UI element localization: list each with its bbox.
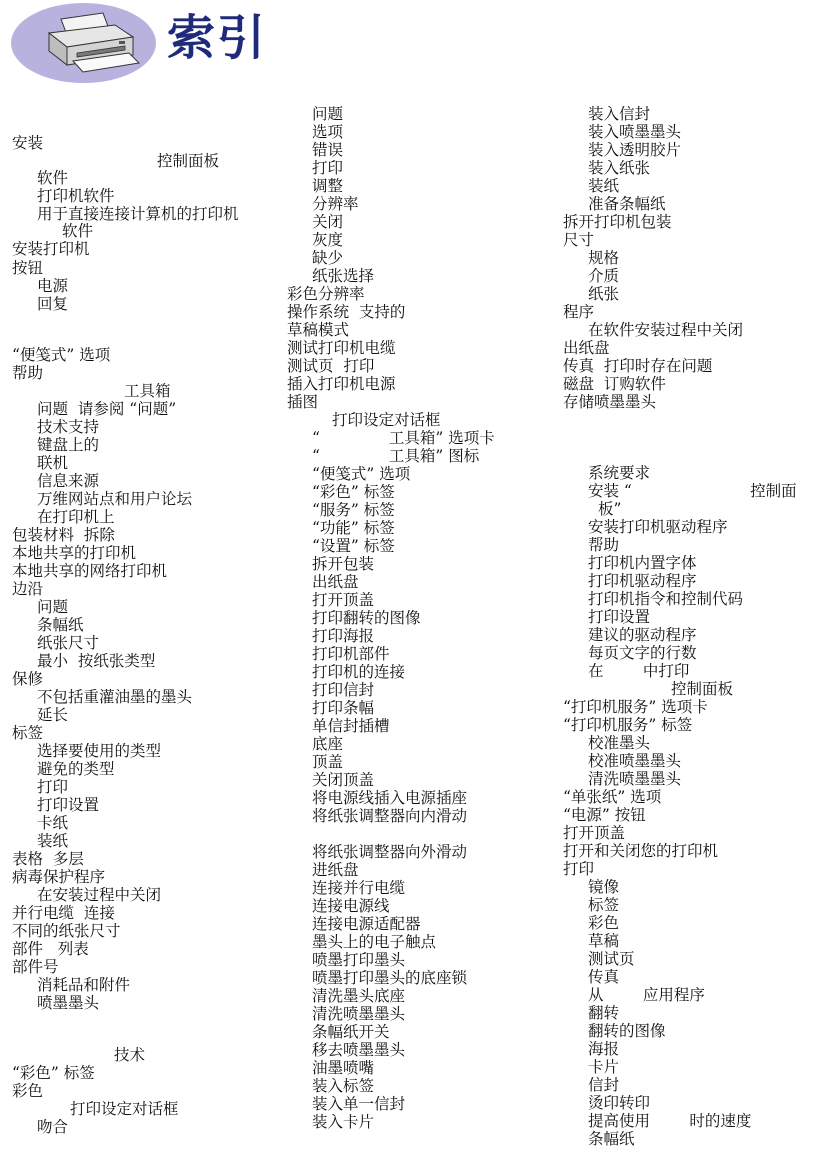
index-subentry: 选择要使用的类型 [37, 742, 162, 760]
index-subentry: 打印设置 [588, 608, 651, 626]
index-subentry: 进纸盘 [312, 861, 359, 879]
index-entry: 本地共享的打印机 [12, 544, 137, 562]
index-subentry: 联机 [37, 454, 69, 472]
index-entry: 标签 [12, 724, 44, 742]
index-subentry: 分辨率 [312, 195, 359, 213]
index-subentry: 技术支持 [37, 418, 100, 436]
index-subentry: 消耗品和附件 [37, 976, 131, 994]
index-subentry: 打印设定对话框 [70, 1100, 179, 1118]
index-subentry: 测试页 [588, 950, 635, 968]
index-entry: 不同的纸张尺寸 [12, 922, 121, 940]
index-entry: 打开顶盖 [563, 824, 626, 842]
index-subentry: 校准墨头 [588, 734, 651, 752]
index-subentry: “彩色” 标签 [312, 483, 395, 501]
index-entry: “彩色” 标签 [12, 1064, 95, 1082]
index-entry: “单张纸” 选项 [563, 788, 662, 806]
index-entry: 打开和关闭您的打印机 [563, 842, 719, 860]
index-entry: 安装 [12, 134, 44, 152]
index-subentry: 不包括重灌油墨的墨头 [37, 688, 193, 706]
index-entry: 彩色分辨率 [287, 285, 365, 303]
index-subentry: 回复 [37, 295, 69, 313]
index-subentry: 安装 “ 控制面 [588, 482, 797, 500]
index-subentry: 彩色 [588, 914, 620, 932]
index-entry: 边沿 [12, 580, 44, 598]
index-subentry: “服务” 标签 [312, 501, 395, 519]
index-subentry: 将电源线插入电源插座 [312, 789, 468, 807]
index-subentry: 软件 [62, 222, 94, 240]
index-entry: 本地共享的网络打印机 [12, 562, 168, 580]
index-entry: 部件号 [12, 958, 59, 976]
index-entry: 彩色 [12, 1082, 44, 1100]
index-subentry: 在 中打印 [588, 662, 690, 680]
index-entry: 帮助 [12, 364, 44, 382]
index-subentry: 将纸张调整器向外滑动 [312, 843, 468, 861]
index-subentry: 拆开包装 [312, 555, 375, 573]
index-entry: 尺寸 [563, 231, 595, 249]
index-subentry: 镜像 [588, 878, 620, 896]
printer-logo [11, 3, 156, 83]
index-subentry: 连接电源适配器 [312, 915, 421, 933]
index-subentry: “设置” 标签 [312, 537, 395, 555]
index-subentry: 装纸 [37, 832, 69, 850]
index-subentry: 喷墨打印墨头的底座锁 [312, 969, 468, 987]
index-subentry: 翻转的图像 [588, 1022, 666, 1040]
index-subentry: 打印 [312, 159, 344, 177]
index-subentry: 规格 [588, 249, 620, 267]
index-subentry: 控制面板 [671, 680, 734, 698]
index-entry: 插图 [287, 393, 319, 411]
index-subentry: 万维网站点和用户论坛 [37, 490, 193, 508]
index-subentry: 清洗喷墨墨头 [588, 770, 682, 788]
index-subentry: 清洗喷墨墨头 [312, 1005, 406, 1023]
index-subentry: 打印 [37, 778, 69, 796]
index-subentry: 问题 [37, 598, 69, 616]
index-subentry: 打开顶盖 [312, 591, 375, 609]
index-entry: 存储喷墨墨头 [563, 393, 657, 411]
index-subentry: 卡纸 [37, 814, 69, 832]
index-subentry: 打印机指令和控制代码 [588, 590, 744, 608]
index-subentry: 将纸张调整器向内滑动 [312, 807, 468, 825]
index-subentry: 单信封插槽 [312, 717, 390, 735]
index-subentry: 装入透明胶片 [588, 141, 682, 159]
index-subentry: 翻转 [588, 1004, 620, 1022]
index-entry: “打印机服务” 选项卡 [563, 698, 708, 716]
index-subentry: 吻合 [37, 1118, 69, 1136]
index-entry: 磁盘 订购软件 [563, 375, 666, 393]
index-subentry: 打印信封 [312, 681, 375, 699]
index-subentry: 避免的类型 [37, 760, 115, 778]
index-subentry: 出纸盘 [312, 573, 359, 591]
index-subentry: 在打印机上 [37, 508, 115, 526]
index-subentry: 工具箱 [124, 382, 171, 400]
printer-icon [11, 3, 156, 83]
index-subentry: 技术 [114, 1046, 146, 1064]
index-entry: 操作系统 支持的 [287, 303, 406, 321]
index-subentry: 每页文字的行数 [588, 644, 697, 662]
index-subentry: 介质 [588, 267, 620, 285]
index-subentry: 草稿 [588, 932, 620, 950]
index-subentry: 烫印转印 [588, 1094, 651, 1112]
index-subentry: 打印海报 [312, 627, 375, 645]
index-subentry: 纸张 [588, 285, 620, 303]
index-subentry: 装入单一信封 [312, 1095, 406, 1113]
page-header [0, 0, 831, 90]
index-subentry: 打印机软件 [37, 187, 115, 205]
index-subentry: 问题 请参阅 “问题” [37, 400, 177, 418]
index-subentry: “便笺式” 选项 [312, 465, 411, 483]
index-subentry: 打印机部件 [312, 645, 390, 663]
index-entry: 程序 [563, 303, 595, 321]
index-entry: 草稿模式 [287, 321, 350, 339]
index-subentry: 问题 [312, 105, 344, 123]
index-subentry: 油墨喷嘴 [312, 1059, 375, 1077]
index-subentry: 纸张选择 [312, 267, 375, 285]
index-subentry: 从 应用程序 [588, 986, 705, 1004]
index-entry: “便笺式” 选项 [12, 346, 111, 364]
index-subentry: 标签 [588, 896, 620, 914]
index-subentry: 信封 [588, 1076, 620, 1094]
page-title: 索引 [167, 10, 268, 66]
index-subentry: 控制面板 [157, 152, 220, 170]
index-entry: 出纸盘 [563, 339, 610, 357]
index-subentry: 提高使用 时的速度 [588, 1112, 752, 1130]
index-subentry: 打印条幅 [312, 699, 375, 717]
index-subentry: 建议的驱动程序 [588, 626, 697, 644]
index-subentry: 装纸 [588, 177, 620, 195]
index-subentry: 清洗墨头底座 [312, 987, 406, 1005]
index-subentry: “功能” 标签 [312, 519, 395, 537]
index-subentry: 校准喷墨墨头 [588, 752, 682, 770]
index-subentry: 传真 [588, 968, 620, 986]
index-entry: 部件 列表 [12, 940, 89, 958]
index-subentry: “ 工具箱” 选项卡 [312, 429, 495, 447]
index-entry: “打印机服务” 标签 [563, 716, 693, 734]
index-subentry: 错误 [312, 141, 344, 159]
index-subentry: 装入信封 [588, 105, 651, 123]
index-subentry: 海报 [588, 1040, 620, 1058]
index-entry: 测试打印机电缆 [287, 339, 396, 357]
index-subentry: 安装打印机驱动程序 [588, 518, 728, 536]
index-entry: “电源” 按钮 [563, 806, 646, 824]
index-subentry: 连接并行电缆 [312, 879, 406, 897]
index-subentry: 条幅纸 [588, 1130, 635, 1148]
index-subentry: 装入纸张 [588, 159, 651, 177]
index-entry: 打印 [563, 860, 595, 878]
index-subentry: 缺少 [312, 249, 344, 267]
index-subentry: 电源 [37, 277, 69, 295]
index-entry: 包装材料 拆除 [12, 526, 115, 544]
index-subentry: 用于直接连接计算机的打印机 [37, 205, 239, 223]
index-subentry: 板” [598, 500, 622, 518]
index-subentry: 打印机驱动程序 [588, 572, 697, 590]
index-subentry: 顶盖 [312, 753, 344, 771]
index-subentry: 底座 [312, 735, 344, 753]
index-subentry: 纸张尺寸 [37, 634, 100, 652]
index-subentry: 装入标签 [312, 1077, 375, 1095]
index-subentry: 移去喷墨墨头 [312, 1041, 406, 1059]
index-entry: 病毒保护程序 [12, 868, 106, 886]
index-subentry: “ 工具箱” 图标 [312, 447, 480, 465]
index-subentry: 打印设定对话框 [332, 411, 441, 429]
index-entry: 按钮 [12, 259, 44, 277]
index-subentry: 连接电源线 [312, 897, 390, 915]
index-subentry: 条幅纸开关 [312, 1023, 390, 1041]
index-entry: 安装打印机 [12, 240, 90, 258]
index-subentry: 调整 [312, 177, 344, 195]
index-subentry: 关闭顶盖 [312, 771, 375, 789]
index-subentry: 在软件安装过程中关闭 [588, 321, 744, 339]
index-subentry: 喷墨打印墨头 [312, 951, 406, 969]
index-entry: 表格 多层 [12, 850, 84, 868]
index-subentry: 装入卡片 [312, 1113, 375, 1131]
index-subentry: 墨头上的电子触点 [312, 933, 437, 951]
index-subentry: 延长 [37, 706, 69, 724]
index-subentry: 卡片 [588, 1058, 620, 1076]
index-subentry: 信息来源 [37, 472, 100, 490]
index-entry: 保修 [12, 670, 44, 688]
index-subentry: 最小 按纸张类型 [37, 652, 156, 670]
index-subentry: 灰度 [312, 231, 344, 249]
index-subentry: 在安装过程中关闭 [37, 886, 162, 904]
index-subentry: 打印设置 [37, 796, 100, 814]
index-subentry: 帮助 [588, 536, 620, 554]
index-subentry: 打印机的连接 [312, 663, 406, 681]
index-subentry: 打印机内置字体 [588, 554, 697, 572]
index-entry: 传真 打印时存在问题 [563, 357, 713, 375]
index-entry: 测试页 打印 [287, 357, 375, 375]
index-subentry: 软件 [37, 169, 69, 187]
index-subentry: 准备条幅纸 [588, 195, 666, 213]
index-subentry: 键盘上的 [37, 436, 100, 454]
index-entry: 插入打印机电源 [287, 375, 396, 393]
index-subentry: 装入喷墨墨头 [588, 123, 682, 141]
index-entry: 并行电缆 连接 [12, 904, 115, 922]
index-subentry: 打印翻转的图像 [312, 609, 421, 627]
index-subentry: 选项 [312, 123, 344, 141]
index-subentry: 喷墨墨头 [37, 994, 100, 1012]
index-subentry: 关闭 [312, 213, 344, 231]
index-subentry: 条幅纸 [37, 616, 84, 634]
index-entry: 拆开打印机包装 [563, 213, 672, 231]
index-subentry: 系统要求 [588, 464, 651, 482]
